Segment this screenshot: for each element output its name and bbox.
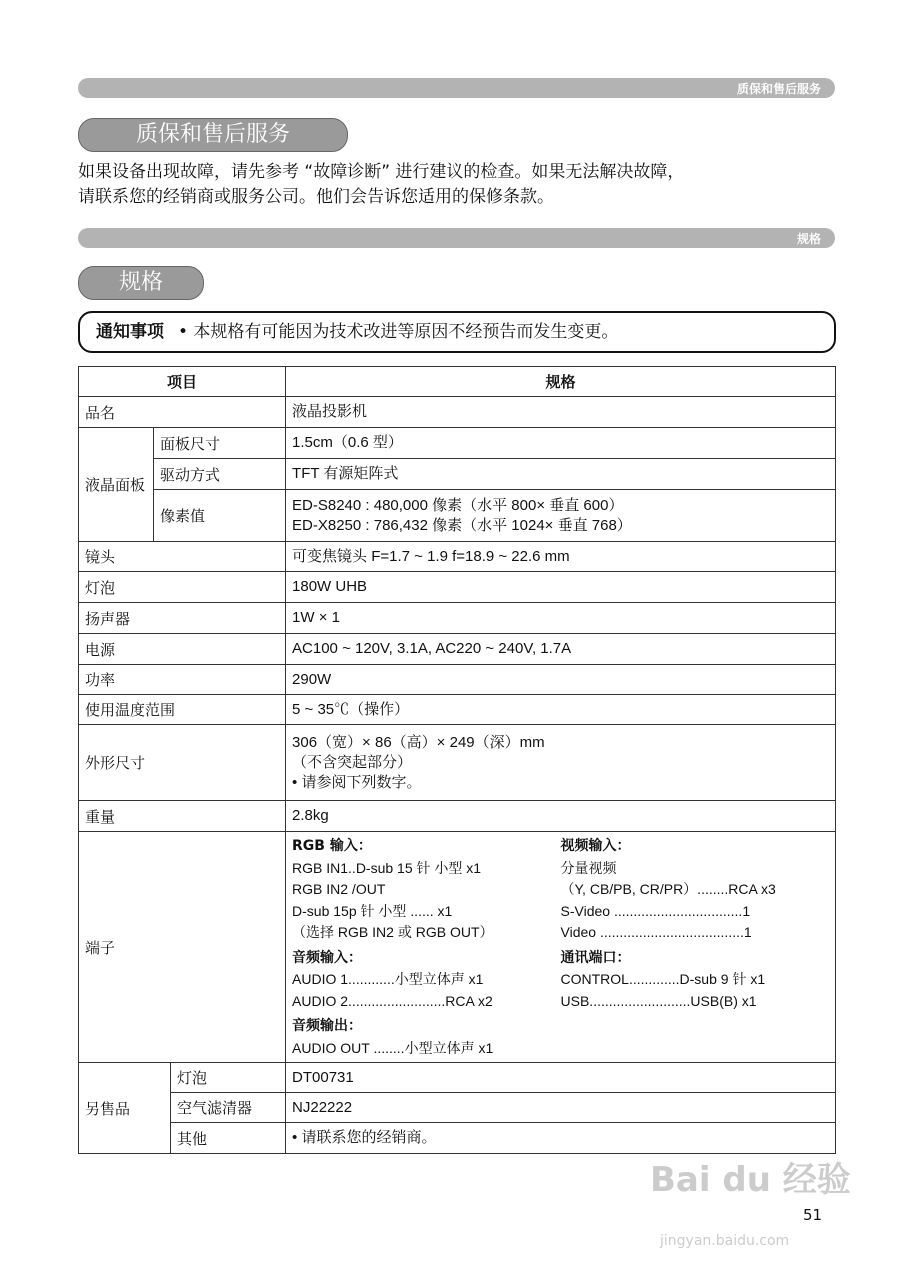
row-value xyxy=(286,725,836,801)
row-value xyxy=(286,490,836,542)
row-label: 其他 xyxy=(171,1123,286,1154)
ports-heading: 通讯端口： xyxy=(560,949,631,966)
row-label: 驱动方式 xyxy=(154,459,286,490)
port-line: S-Video .................................1 xyxy=(560,902,751,919)
header-label: 规格 xyxy=(796,232,821,246)
port-line: RGB IN1..D-sub 15 针 小型 x1 xyxy=(292,859,482,876)
table-row xyxy=(79,725,836,801)
port-line: USB..........................USB(B) x1 xyxy=(560,992,757,1009)
table-row xyxy=(79,801,836,832)
ports-heading: 音频输出： xyxy=(292,1018,363,1034)
table-row xyxy=(79,572,836,603)
section-title-specs: 规格 xyxy=(78,266,204,300)
table-row xyxy=(79,490,836,542)
value-line: ED-X8250 : 786,432 像素（水平 1024× 垂直 768） xyxy=(292,516,632,534)
table-row xyxy=(79,665,836,695)
row-label: 端子 xyxy=(79,832,286,1063)
table-row xyxy=(79,1093,836,1123)
row-label: 镜头 xyxy=(79,542,286,572)
row-label: 品名 xyxy=(79,397,286,428)
paragraph-line: 请联系您的经销商或服务公司。他们会告诉您适用的保修条款。 xyxy=(78,187,554,207)
row-group-label: 液晶面板 xyxy=(79,428,154,542)
ports-value xyxy=(286,832,836,1063)
header-bar-specs xyxy=(78,228,835,248)
table-row xyxy=(79,634,836,665)
watermark-logo: Bai du 经验 xyxy=(650,1160,851,1200)
notice-box xyxy=(78,311,836,353)
row-group-label: 另售品 xyxy=(79,1063,171,1154)
port-line: CONTROL.............D-sub 9 针 x1 xyxy=(560,971,766,987)
row-label: 灯泡 xyxy=(79,572,286,603)
port-line: AUDIO 1............小型立体声 x1 xyxy=(292,971,484,987)
row-label: 空气滤清器 xyxy=(171,1093,286,1123)
port-line: 分量视频 xyxy=(560,859,617,876)
row-value: NJ22222 xyxy=(286,1093,836,1123)
column-header: 规格 xyxy=(286,367,836,397)
row-label: 像素值 xyxy=(154,490,286,542)
row-label: 使用温度范围 xyxy=(79,695,286,725)
row-value: 1.5cm（0.6 型） xyxy=(286,428,836,459)
ports-heading: 音频输入： xyxy=(292,949,363,966)
table-row xyxy=(79,397,836,428)
table-row xyxy=(79,1063,836,1093)
row-value: AC100 ~ 120V, 3.1A, AC220 ~ 240V, 1.7A xyxy=(286,634,836,665)
table-row xyxy=(79,695,836,725)
port-line: AUDIO OUT ........小型立体声 x1 xyxy=(292,1039,494,1056)
page-number: 51 xyxy=(803,1206,823,1224)
column-header: 项目 xyxy=(79,367,286,397)
table-header-row xyxy=(79,367,836,397)
value-line: 306（宽）× 86（高）× 249（深）mm xyxy=(292,733,545,751)
table-row xyxy=(79,1123,836,1154)
table-row xyxy=(79,542,836,572)
value-line: （不含突起部分） xyxy=(292,753,413,771)
port-line: AUDIO 2.........................RCA x2 xyxy=(292,992,493,1009)
spec-table xyxy=(78,366,836,1154)
row-label: 面板尺寸 xyxy=(154,428,286,459)
value-line: • 请参阅下列数字。 xyxy=(292,773,422,791)
port-line: Video .....................................1 xyxy=(560,924,752,940)
port-line: RGB IN2 /OUT xyxy=(292,881,386,897)
value-line: ED-S8240 : 480,000 像素（水平 800× 垂直 600） xyxy=(292,496,624,514)
row-value: 液晶投影机 xyxy=(286,397,836,428)
ports-left-column xyxy=(292,835,560,1059)
header-bar-warranty xyxy=(78,78,835,98)
watermark-url: jingyan.baidu.com xyxy=(660,1233,790,1249)
ports-right-column xyxy=(561,835,829,1059)
row-value: 290W xyxy=(286,665,836,695)
notice-label: 通知事项 xyxy=(96,322,164,342)
row-value: 180W UHB xyxy=(286,572,836,603)
header-label: 质保和售后服务 xyxy=(736,82,821,96)
row-label: 电源 xyxy=(79,634,286,665)
table-row xyxy=(79,832,836,1063)
row-value: 可变焦镜头 F=1.7 ~ 1.9 f=18.9 ~ 22.6 mm xyxy=(286,542,836,572)
row-value: 5 ~ 35℃（操作） xyxy=(286,695,836,725)
row-label: 重量 xyxy=(79,801,286,832)
paragraph-line: 如果设备出现故障，请先参考 “故障诊断” 进行建议的检查。如果无法解决故障， xyxy=(78,162,685,182)
row-value: 2.8kg xyxy=(286,801,836,832)
port-line: （Y, CB/PB, CR/PR）........RCA x3 xyxy=(560,881,776,897)
row-label: 功率 xyxy=(79,665,286,695)
row-value: 1W × 1 xyxy=(286,603,836,634)
table-row xyxy=(79,428,836,459)
section-title-warranty: 质保和售后服务 xyxy=(78,118,348,152)
table-row xyxy=(79,459,836,490)
port-line: （选择 RGB IN2 或 RGB OUT） xyxy=(292,924,494,940)
row-value: • 请联系您的经销商。 xyxy=(286,1123,836,1154)
row-label: 灯泡 xyxy=(171,1063,286,1093)
ports-heading: 视频输入： xyxy=(560,838,631,854)
table-row xyxy=(79,603,836,634)
row-value: DT00731 xyxy=(286,1063,836,1093)
ports-heading: RGB 输入： xyxy=(292,838,372,854)
warranty-text xyxy=(78,160,838,210)
row-value: TFT 有源矩阵式 xyxy=(286,459,836,490)
notice-text: • 本规格有可能因为技术改进等原因不经预告而发生变更。 xyxy=(178,322,619,342)
row-label: 外形尺寸 xyxy=(79,725,286,801)
row-label: 扬声器 xyxy=(79,603,286,634)
port-line: D-sub 15p 针 小型 ...... x1 xyxy=(292,902,453,919)
